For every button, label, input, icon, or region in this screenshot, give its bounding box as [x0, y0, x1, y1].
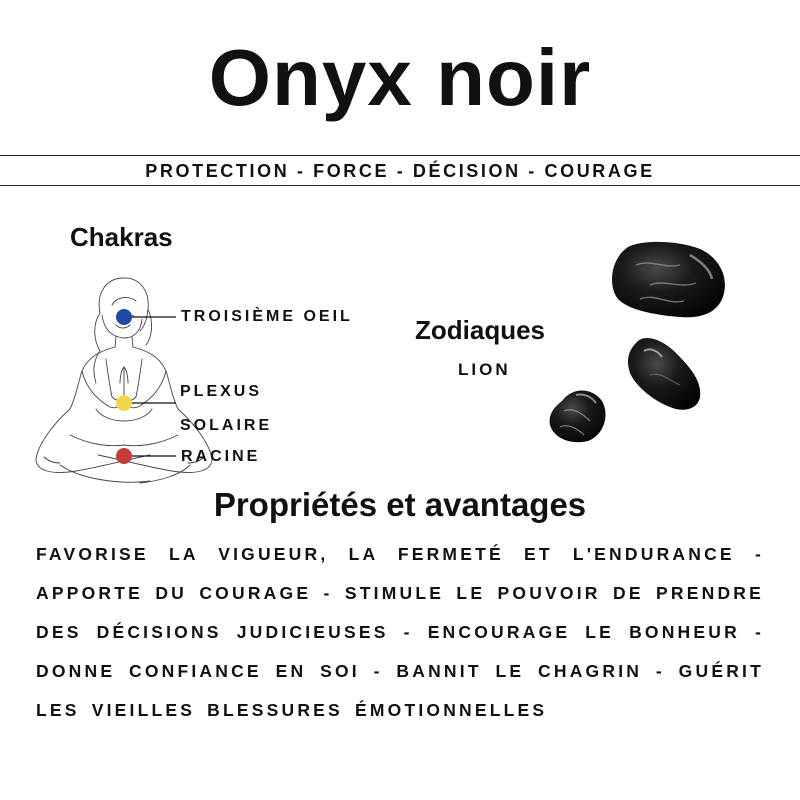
properties-text: FAVORISE LA VIGUEUR, LA FERMETÉ ET L'ENDURANCE - APPORTE DU COURAGE - STIMULE LE POUVOIR DE PRENDRE DES DÉCISIONS JUDICIEUSES - ENCOURAGE LE BONHEUR - DONNE CONFIANCE EN SOI - BANNIT LE CHAGRIN - GUÉRIT LES VIEILLES BLESSURES ÉMOTIONNELLES	[36, 544, 764, 720]
chakra-label-root: RACINE	[181, 448, 261, 465]
zodiac-heading: Zodiaques	[415, 315, 546, 345]
tagline: PROTECTION - FORCE - DÉCISION - COURAGE	[145, 161, 655, 181]
divider-bottom	[0, 185, 800, 186]
third-eye-dot	[116, 309, 132, 325]
chakra-label-third-eye: TROISIÈME OEIL	[181, 308, 353, 325]
solar-plexus-dot	[116, 395, 132, 411]
chakra-label-solar-plexus: PLEXUS SOLAIRE	[180, 383, 273, 434]
divider-top	[0, 155, 800, 156]
onyx-stones-image	[540, 235, 740, 450]
chakras-heading: Chakras	[70, 222, 173, 252]
zodiac-sign: LION	[458, 360, 511, 379]
root-dot	[116, 448, 132, 464]
page-title: Onyx noir	[208, 33, 592, 122]
properties-heading: Propriétés et avantages	[213, 486, 587, 523]
